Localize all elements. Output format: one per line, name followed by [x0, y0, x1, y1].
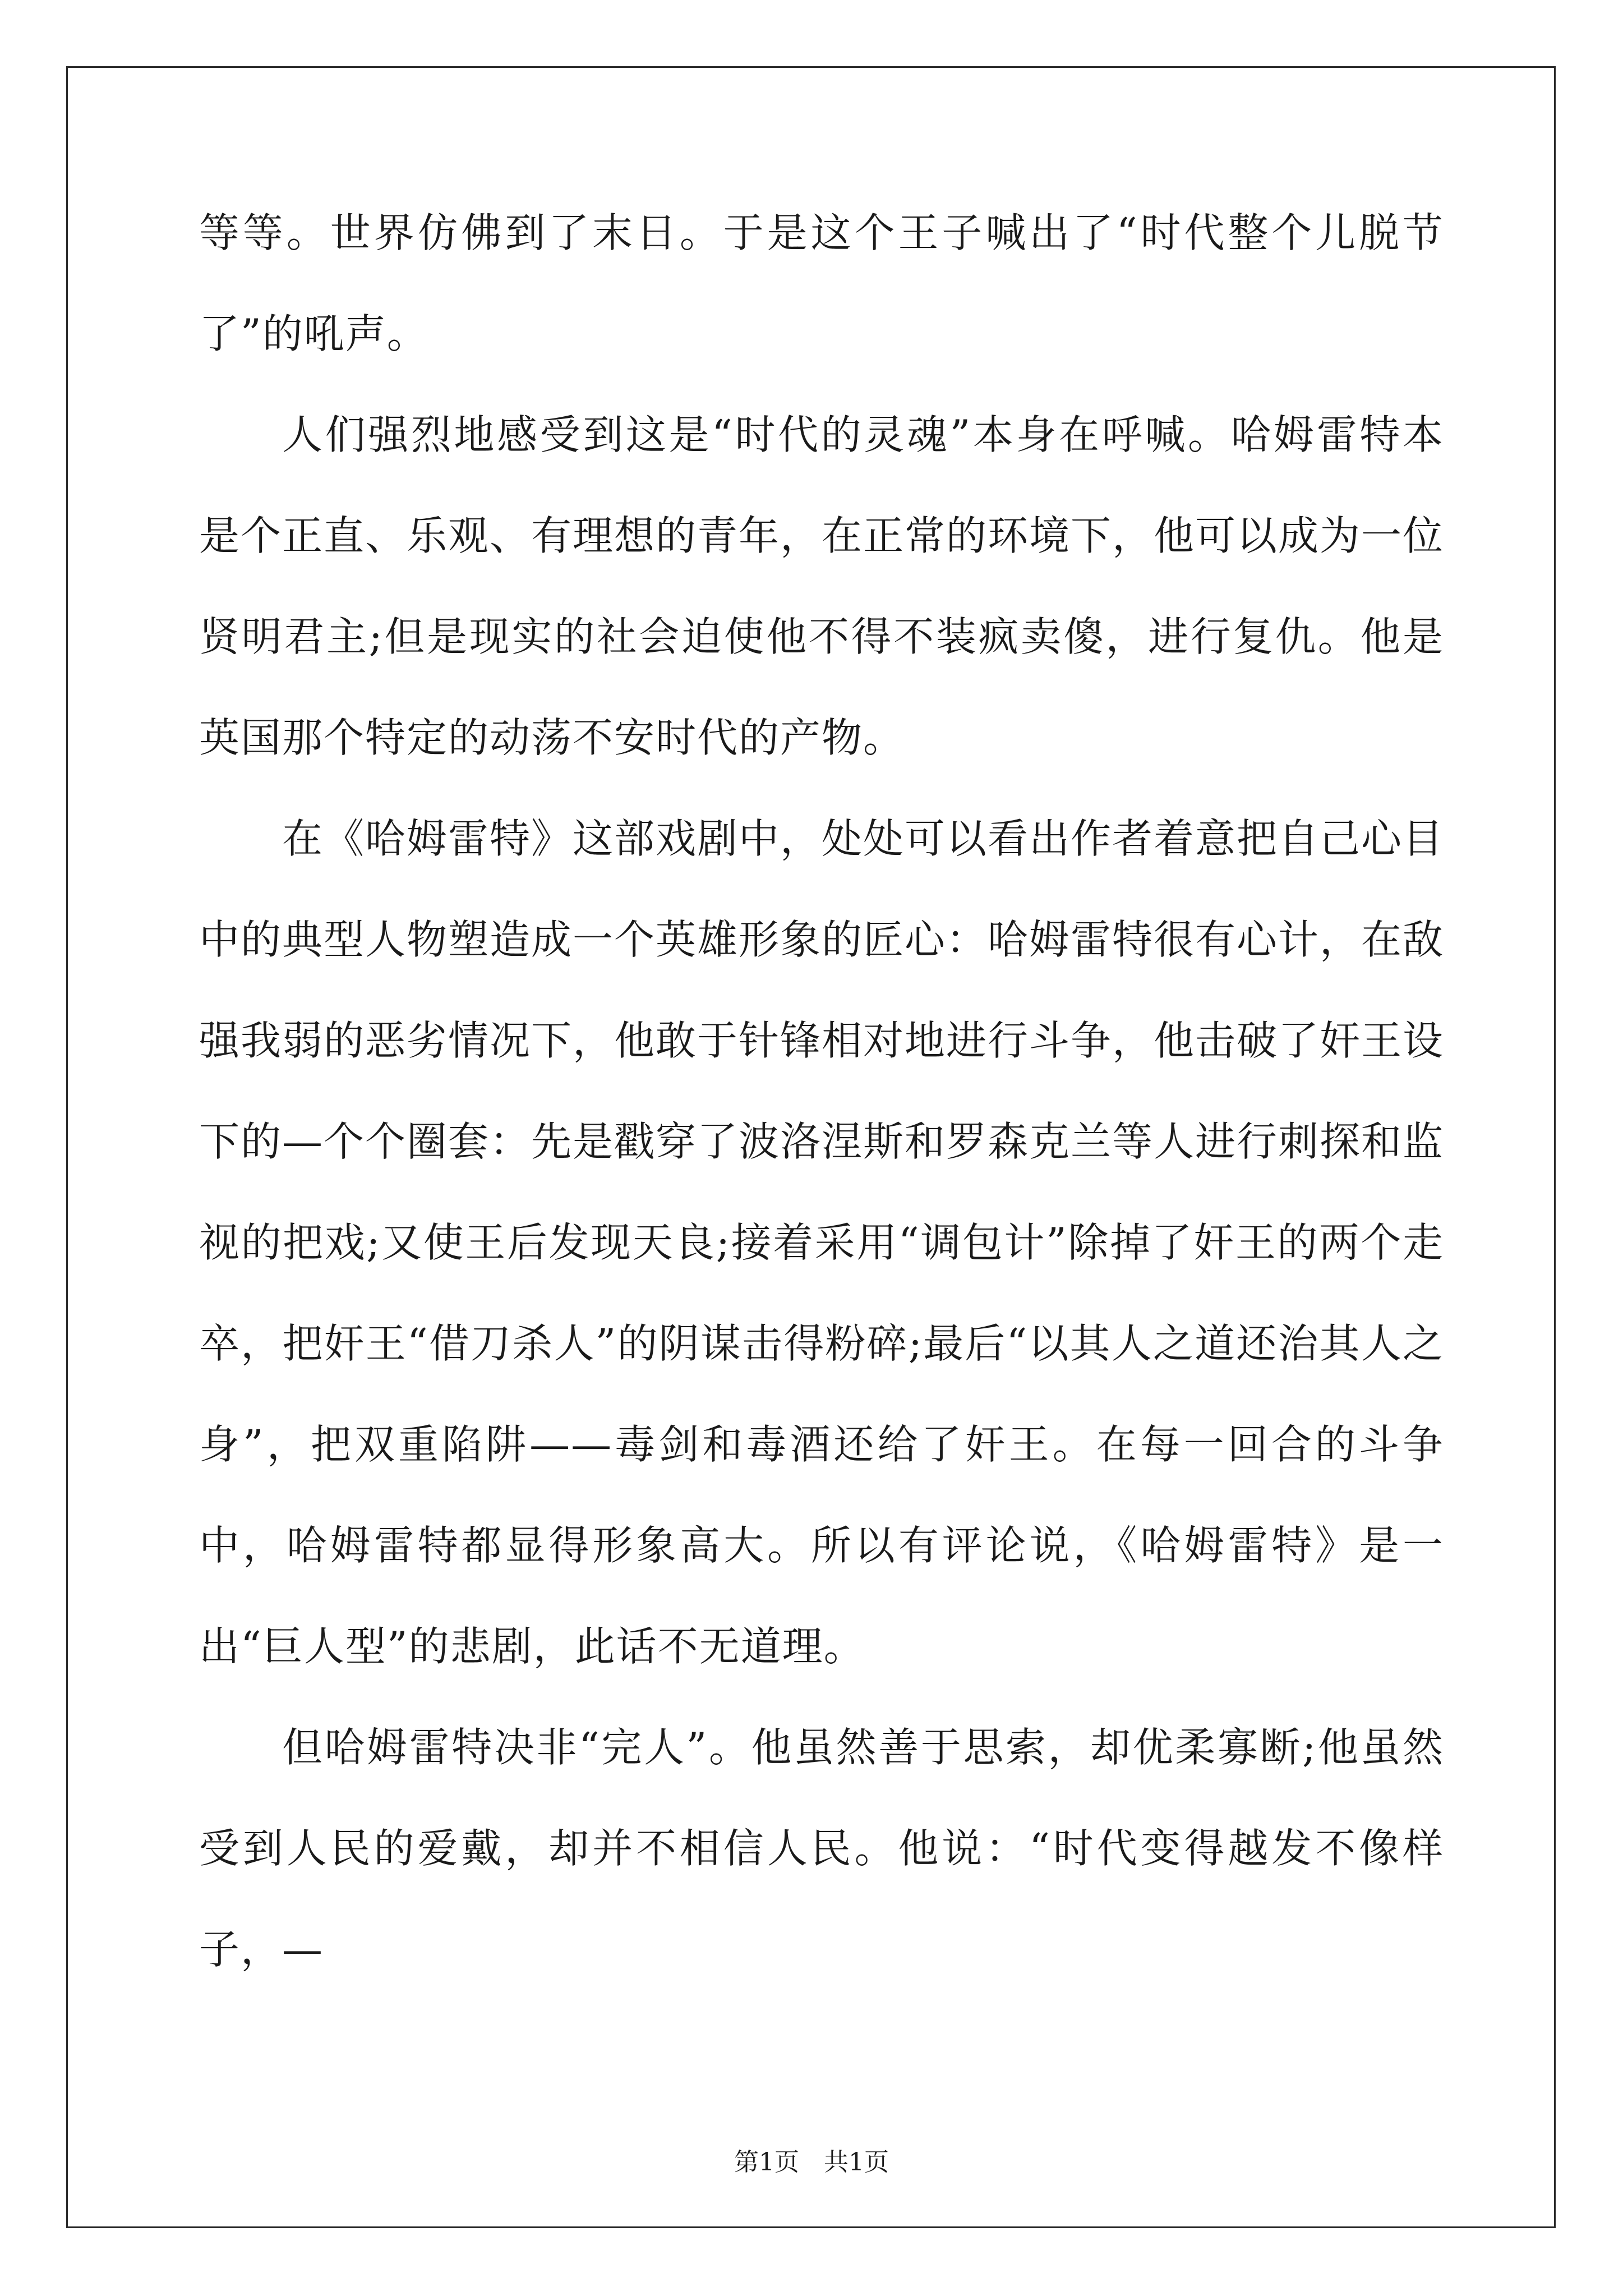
page-footer: 第1页 共1页 — [734, 2148, 889, 2177]
paragraph-2: 人们强烈地感受到这是“时代的灵魂”本身在呼喊。哈姆雷特本是个正直、乐观、有理想的青年，在正常的环境下，他可以成为一位贤明君主;但是现实的社会迫使他不得不装疯卖傻，进行复仇。他是英国那个特定的动荡不安时代的产物。 — [199, 411, 1445, 761]
paragraph-4: 但哈姆雷特决非“完人”。他虽然善于思索，却优柔寡断;他虽然受到人民的爱戴，却并不相信人民。他说：“时代变得越发不像样子，— — [199, 1724, 1444, 1973]
paragraph-3: 在《哈姆雷特》这部戏剧中，处处可以看出作者着意把自己心目中的典型人物塑造成一个英雄形象的匠心：哈姆雷特很有心计，在敌强我弱的恶劣情况下，他敢于针锋相对地进行斗争，他击破了奸王设下的—个个圈套：先是戳穿了波洛涅斯和罗森克兰等人进行刺探和监视的把戏;又使王后发现天良;接着采用“调包计”除掉了奸王的两个走卒，把奸王“借刀杀人”的阴谋击得粉碎;最后“以其人之道还治其人之身”，把双重陷阱——毒剑和毒酒还给了奸王。在每一回合的斗争中，哈姆雷特都显得形象高大。所以有评论说，《哈姆雷特》是一出“巨人型”的悲剧，此话不无道理。 — [199, 815, 1445, 1670]
paragraph-1: 等等。世界仿佛到了末日。于是这个王子喊出了“时代整个儿脱节了”的吼声。 — [199, 209, 1444, 357]
document-body — [199, 182, 1444, 2000]
